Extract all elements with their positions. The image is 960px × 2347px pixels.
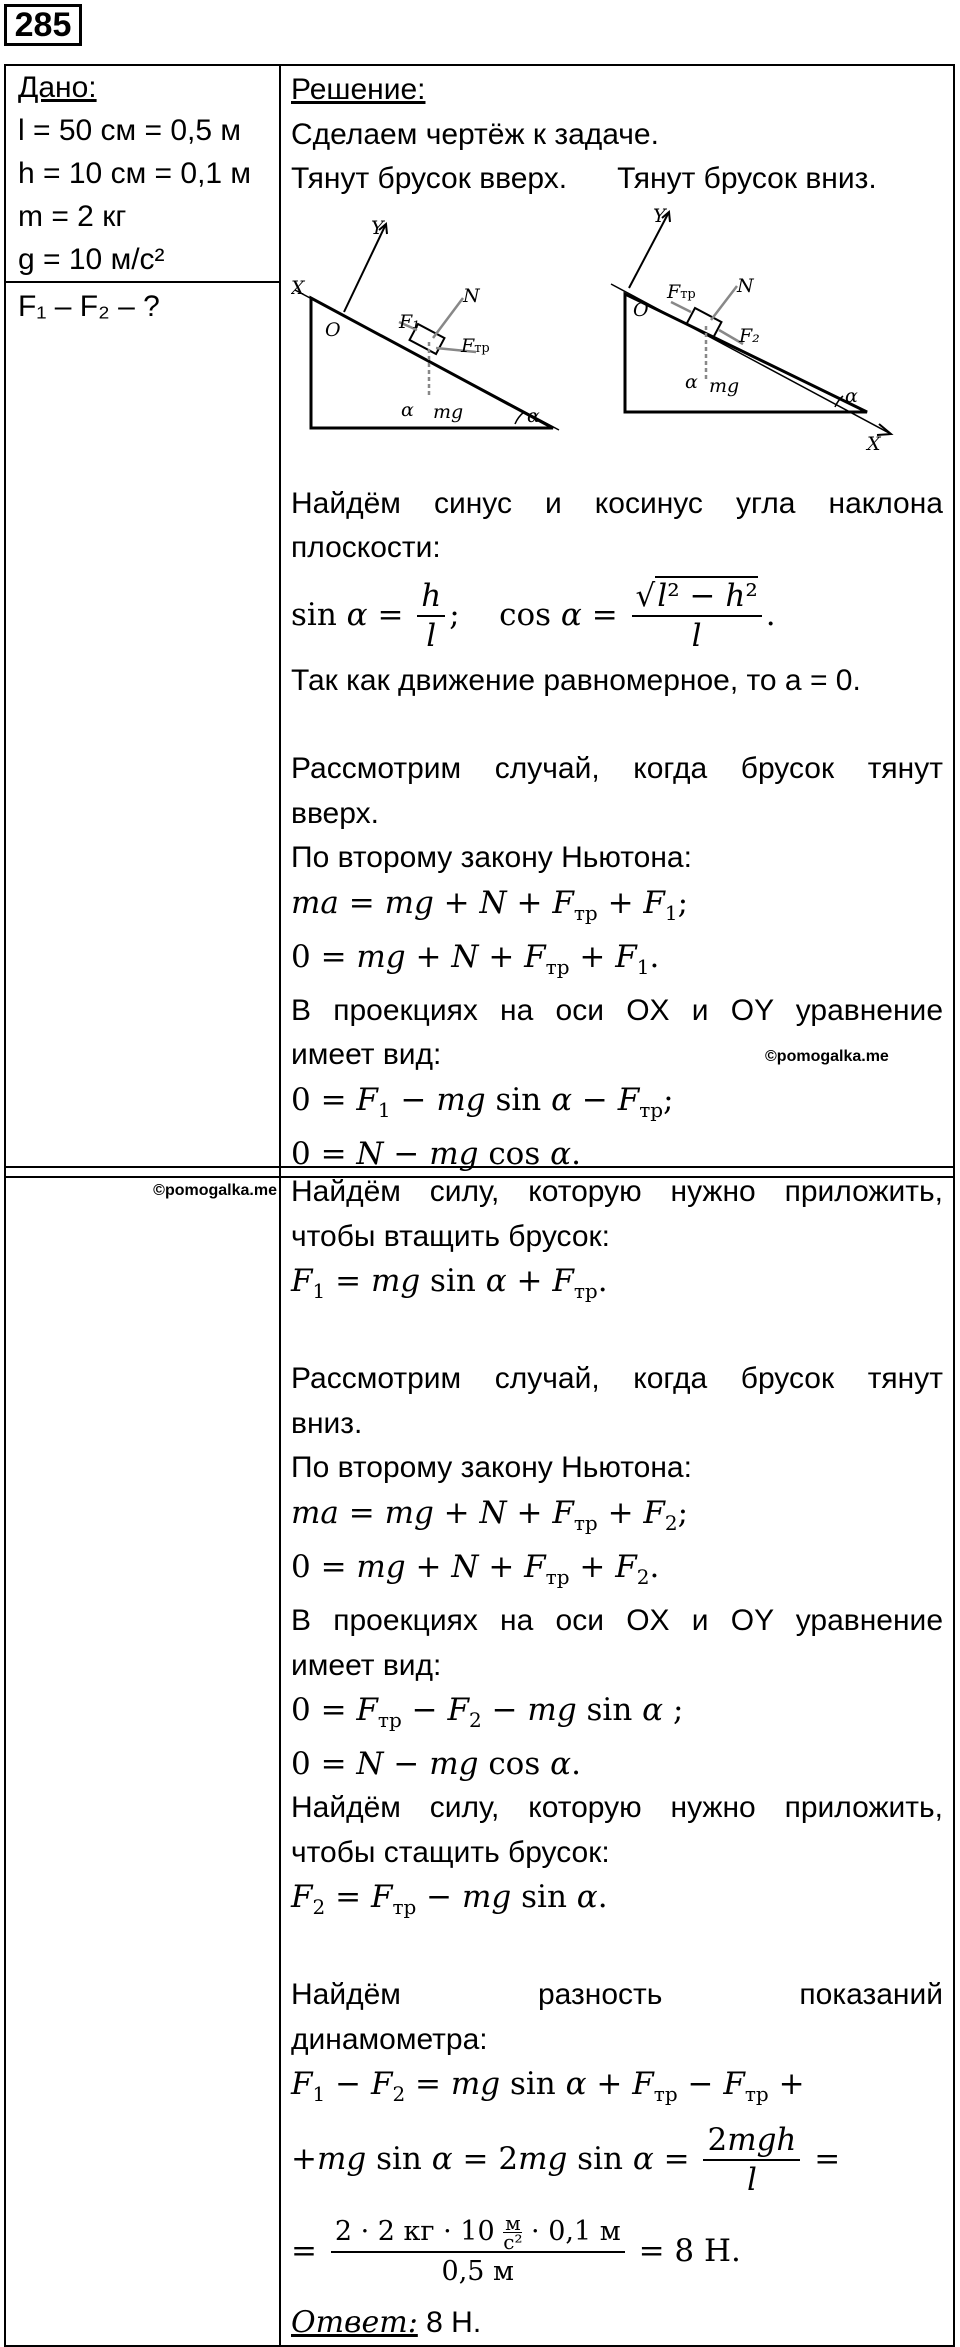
svg-text:F₂: F₂ bbox=[739, 324, 760, 347]
sincos-text-line2: плоскости: bbox=[291, 531, 441, 564]
solution-header: Решение: bbox=[291, 73, 426, 106]
svg-text:Fтр: Fтр bbox=[667, 280, 696, 303]
svg-text:X: X bbox=[867, 432, 881, 455]
projections-2-line1: В проекциях на оси OX и OY уравнение bbox=[291, 1604, 943, 1638]
watermark: ©pomogalka.me bbox=[153, 1182, 277, 1199]
formula-f2: $F_2 = F_{тр}$ − mg sin α. bbox=[291, 1879, 608, 1920]
svg-text:α: α bbox=[685, 370, 698, 393]
force-down-line1: Найдём силу, которую нужно приложить, bbox=[291, 1791, 943, 1825]
formula-sin-cos: sin α = $\frac{h}{l}$ ; cos α = $\frac{\text{√l² − h²}}{l}$ . bbox=[291, 578, 776, 654]
svg-text:mg: mg bbox=[433, 400, 464, 423]
solution-table-part-1 bbox=[4, 64, 955, 1178]
sincos-text-line1: Найдём синус и косинус угла наклона bbox=[291, 486, 943, 520]
svg-text:mg: mg bbox=[709, 374, 740, 397]
svg-text:O: O bbox=[633, 298, 649, 321]
solution-cell-2 bbox=[280, 1167, 954, 2346]
formula-proj-down-x: $0 = F_{тр} - F_2$ − mg sin α ; bbox=[291, 1692, 684, 1733]
svg-text:N: N bbox=[463, 284, 480, 307]
caption-down: Тянут брусок вниз. bbox=[617, 162, 877, 195]
intro-text: Сделаем чертёж к задаче. bbox=[291, 117, 659, 151]
force-down-line2: чтобы стащить брусок: bbox=[291, 1835, 610, 1869]
projections-2-line2: имеет вид: bbox=[291, 1648, 442, 1682]
formula-f1: $F_1$ = mg $\sin \alpha + F_{тр}$. bbox=[291, 1263, 608, 1304]
given-header: Дано: bbox=[18, 71, 97, 104]
diagram-down-labels bbox=[633, 205, 882, 455]
case-up-line2: вверх. bbox=[291, 796, 379, 830]
svg-text:Fтр: Fтр bbox=[461, 334, 490, 357]
find-item: F₁ – F₂ – ? bbox=[18, 290, 160, 323]
svg-text:N: N bbox=[737, 274, 754, 297]
formula-newton-down-1: ma = mg + $N + F_{тр} + F_2$; bbox=[291, 1494, 689, 1535]
formula-proj-up-y: 0 = N − mg cos α. bbox=[291, 1136, 581, 1173]
projections-line1: В проекциях на оси OX и OY уравнение bbox=[291, 993, 943, 1027]
case-down-line2: вниз. bbox=[291, 1406, 363, 1440]
svg-text:α: α bbox=[401, 398, 414, 421]
solution-table-part-2 bbox=[4, 1166, 955, 2347]
case-up-line1: Рассмотрим случай, когда брусок тянут bbox=[291, 752, 943, 785]
caption-up: Тянут брусок вверх. bbox=[291, 162, 568, 195]
formula-diff-2: +mg sin α = 2mg sin α = $\frac{\text{2mgh}}{l}$ = bbox=[291, 2122, 841, 2199]
given-item: g = 10 м/с² bbox=[18, 243, 165, 276]
projections-line2: имеет вид: bbox=[291, 1038, 442, 1072]
projections-line2-row bbox=[291, 1033, 943, 1078]
given-cell bbox=[5, 65, 280, 1177]
formula-newton-up-1: ma = mg + $N + F_{тр} + F_1$; bbox=[291, 884, 689, 925]
newton-label: По второму закону Ньютона: bbox=[291, 841, 692, 874]
svg-text:α: α bbox=[845, 384, 858, 407]
blank-line bbox=[291, 1929, 943, 1973]
diff-line2: динамометра: bbox=[291, 2022, 488, 2056]
blank-line bbox=[291, 703, 943, 747]
force-up-line2: чтобы втащить брусок: bbox=[291, 1219, 610, 1253]
diagram-up-labels bbox=[291, 217, 540, 427]
solution-cell bbox=[280, 65, 954, 1177]
case-down-line1: Рассмотрим случай, когда брусок тянут bbox=[291, 1362, 943, 1396]
formula-diff-1: $F_1 - F_2$ = mg $\sin \alpha + F_{тр} - F_{тр}$ + bbox=[291, 2066, 805, 2107]
svg-text:Y: Y bbox=[653, 204, 666, 227]
formula-proj-down-y: 0 = N − mg cos α. bbox=[291, 1746, 581, 1783]
formula-diff-3: = 2 · 2 кг · 10 м с² · 0,1 м 0,5 м = 8 Н. bbox=[291, 2211, 741, 2288]
formula-newton-up-2: 0 = mg + $N + F_{тр} + F_1$. bbox=[291, 938, 660, 979]
given-item: m = 2 кг bbox=[18, 200, 127, 233]
blank-line bbox=[291, 1313, 943, 1357]
svg-text:F₁: F₁ bbox=[399, 310, 420, 333]
answer-label: Ответ: bbox=[291, 2304, 418, 2340]
force-up-line1: Найдём силу, которую нужно приложить, bbox=[291, 1175, 943, 1208]
solution-block-2 bbox=[281, 1168, 953, 2345]
problem-number: 285 bbox=[4, 4, 82, 46]
given-item: h = 10 см = 0,1 м bbox=[18, 157, 252, 190]
svg-text:α: α bbox=[527, 404, 540, 427]
given-item: l = 50 см = 0,5 м bbox=[18, 114, 242, 147]
formula-newton-down-2: 0 = mg + $N + F_{тр} + F_2$. bbox=[291, 1548, 660, 1590]
given-data bbox=[6, 66, 279, 283]
incline-diagrams bbox=[291, 202, 951, 482]
svg-text:O: O bbox=[325, 318, 341, 341]
formula-proj-up-x: $0 = F_1$ − mg $\sin \alpha - F_{тр}$; bbox=[291, 1081, 674, 1123]
watermark: ©pomogalka.me bbox=[765, 1048, 889, 1066]
svg-text:X: X bbox=[291, 276, 305, 299]
answer-line bbox=[291, 2301, 943, 2346]
svg-text:Y: Y bbox=[371, 216, 384, 239]
solution-block bbox=[281, 66, 953, 1176]
left-empty-cell bbox=[5, 1167, 280, 2346]
diff-line1: Найдём разность показаний bbox=[291, 1978, 943, 2012]
answer-value: 8 Н. bbox=[417, 2305, 482, 2339]
diagram-captions bbox=[291, 157, 943, 202]
newton-label-2: По второму закону Ньютона: bbox=[291, 1451, 692, 1485]
uniform-motion-text: Так как движение равномерное, то a = 0. bbox=[291, 663, 861, 697]
given-block bbox=[6, 66, 279, 328]
